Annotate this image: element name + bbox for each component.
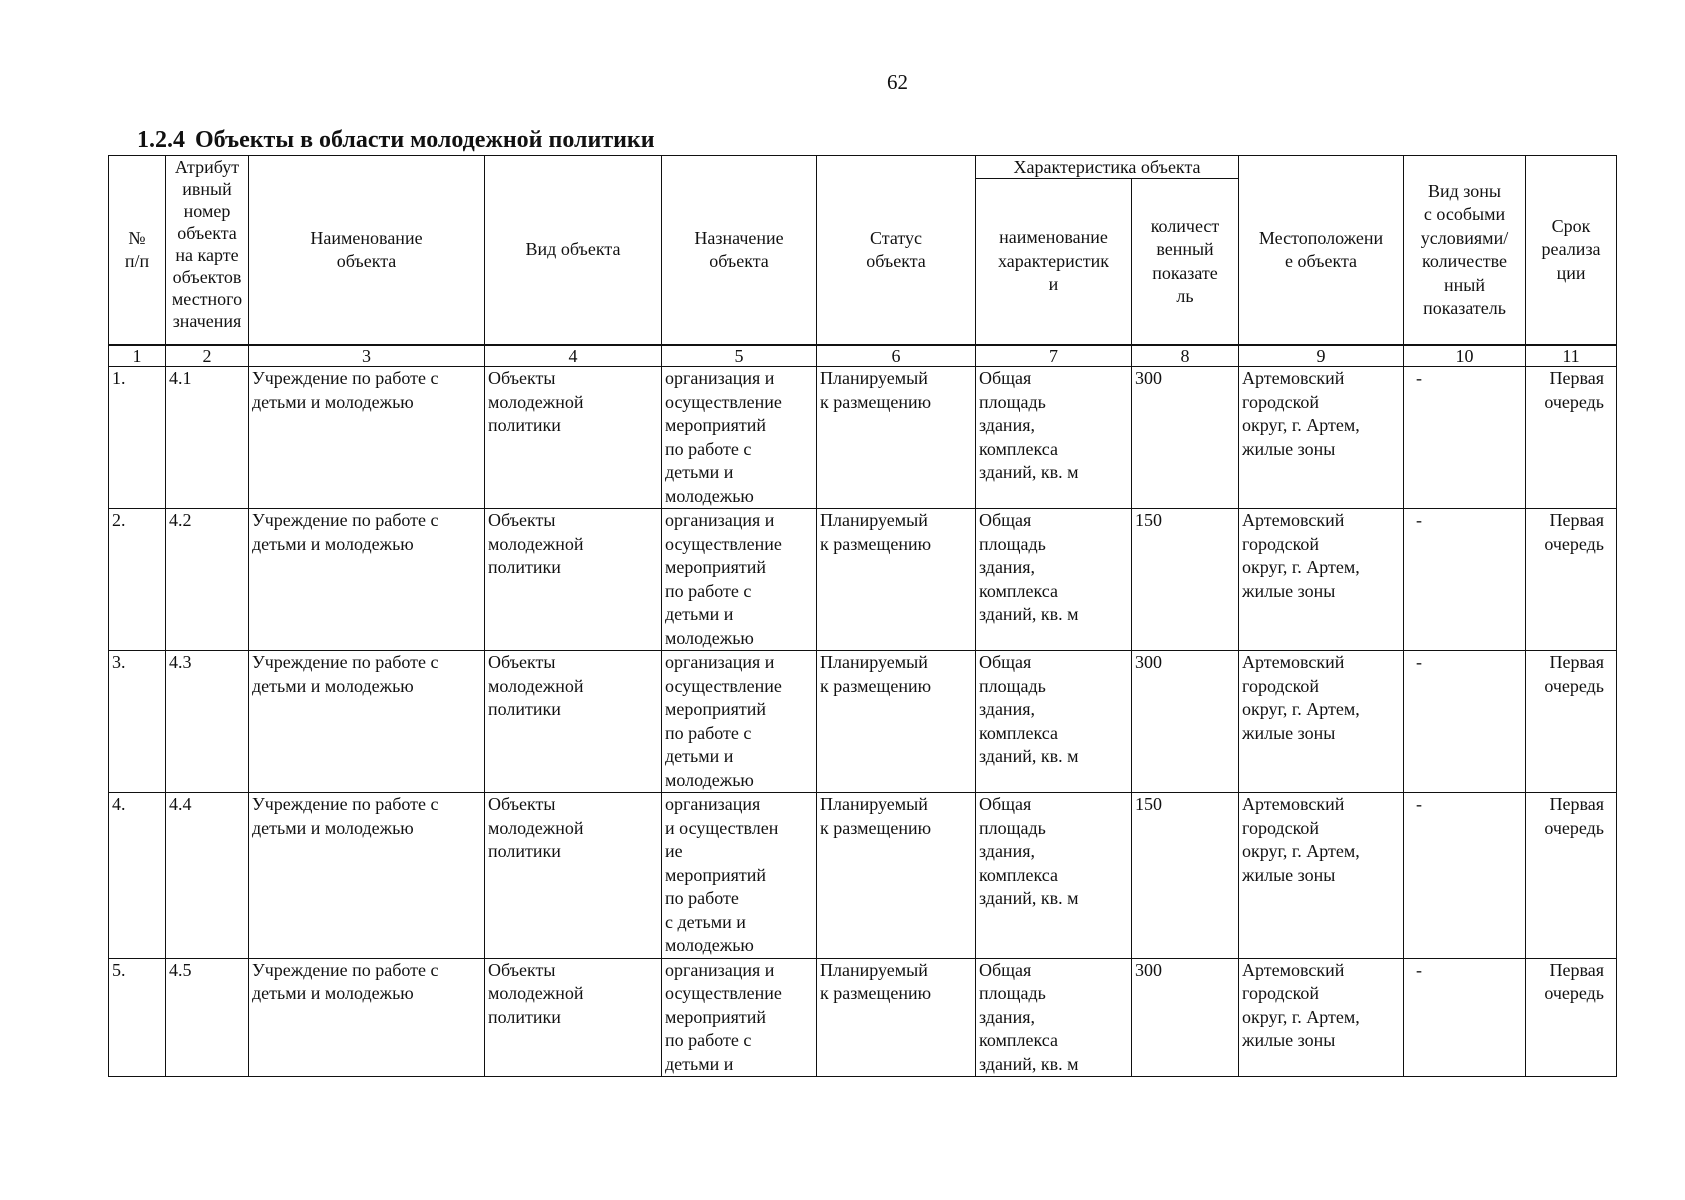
cell-char-qty: 300	[1132, 958, 1239, 1077]
header-attr: Атрибут ивный номер объекта на карте объектов местного значения	[166, 156, 249, 345]
cell-char-qty: 300	[1132, 651, 1239, 793]
cell-zone: -	[1404, 367, 1526, 509]
column-number: 2	[166, 346, 249, 367]
cell-no: 5.	[109, 958, 166, 1077]
cell-name: Учреждение по работе с детьми и молодежью	[249, 509, 485, 651]
table-row	[109, 958, 1617, 1077]
cell-kind: Объекты молодежной политики	[485, 958, 662, 1077]
cell-attr: 4.5	[166, 958, 249, 1077]
column-number: 7	[976, 346, 1132, 367]
table-row	[109, 793, 1617, 959]
cell-location: Артемовский городской округ, г. Артем, жилые зоны	[1239, 651, 1404, 793]
header-row-1	[109, 156, 1617, 179]
cell-location: Артемовский городской округ, г. Артем, жилые зоны	[1239, 793, 1404, 959]
header-zone: Вид зоны с особыми условиями/ количестве нный показатель	[1404, 156, 1526, 345]
cell-no: 1.	[109, 367, 166, 509]
cell-status: Планируемый к размещению	[817, 367, 976, 509]
cell-purpose: организация и осуществление мероприятий по работе с детьми и молодежью	[662, 367, 817, 509]
column-number: 3	[249, 346, 485, 367]
header-char-qty: количест венный показате ль	[1132, 179, 1239, 345]
cell-name: Учреждение по работе с детьми и молодежью	[249, 651, 485, 793]
cell-zone: -	[1404, 793, 1526, 959]
header-char-name: наименование характеристик и	[976, 179, 1132, 345]
column-number: 6	[817, 346, 976, 367]
page-number: 62	[887, 70, 908, 94]
cell-purpose: организация и осуществление мероприятий по работе с детьми и молодежью	[662, 651, 817, 793]
cell-status: Планируемый к размещению	[817, 958, 976, 1077]
cell-attr: 4.1	[166, 367, 249, 509]
cell-char-qty: 150	[1132, 509, 1239, 651]
cell-term: Первая очередь	[1526, 651, 1617, 793]
cell-location: Артемовский городской округ, г. Артем, жилые зоны	[1239, 367, 1404, 509]
cell-char-name: Общая площадь здания, комплекса зданий, кв. м	[976, 651, 1132, 793]
cell-name: Учреждение по работе с детьми и молодежью	[249, 958, 485, 1077]
table-row	[109, 509, 1617, 651]
header-status: Статус объекта	[817, 156, 976, 345]
column-numbers-row	[109, 346, 1617, 367]
cell-purpose: организация и осуществлен ие мероприятий по работе с детьми и молодежью	[662, 793, 817, 959]
cell-char-name: Общая площадь здания, комплекса зданий, кв. м	[976, 958, 1132, 1077]
table-body	[109, 367, 1617, 1077]
cell-char-qty: 300	[1132, 367, 1239, 509]
cell-location: Артемовский городской округ, г. Артем, жилые зоны	[1239, 958, 1404, 1077]
cell-attr: 4.4	[166, 793, 249, 959]
column-number: 4	[485, 346, 662, 367]
header-location: Местоположени е объекта	[1239, 156, 1404, 345]
cell-status: Планируемый к размещению	[817, 509, 976, 651]
cell-zone: -	[1404, 958, 1526, 1077]
cell-char-name: Общая площадь здания, комплекса зданий, кв. м	[976, 509, 1132, 651]
cell-purpose: организация и осуществление мероприятий по работе с детьми и молодежью	[662, 509, 817, 651]
cell-term: Первая очередь	[1526, 367, 1617, 509]
cell-name: Учреждение по работе с детьми и молодежью	[249, 367, 485, 509]
column-number: 5	[662, 346, 817, 367]
cell-char-name: Общая площадь здания, комплекса зданий, кв. м	[976, 793, 1132, 959]
cell-no: 3.	[109, 651, 166, 793]
section-number: 1.2.4	[137, 127, 185, 153]
header-kind: Вид объекта	[485, 156, 662, 345]
cell-no: 2.	[109, 509, 166, 651]
column-number: 9	[1239, 346, 1404, 367]
cell-name: Учреждение по работе с детьми и молодежью	[249, 793, 485, 959]
column-number: 8	[1132, 346, 1239, 367]
table-row	[109, 367, 1617, 509]
cell-status: Планируемый к размещению	[817, 793, 976, 959]
cell-term: Первая очередь	[1526, 509, 1617, 651]
cell-attr: 4.2	[166, 509, 249, 651]
cell-kind: Объекты молодежной политики	[485, 793, 662, 959]
section-title-text: Объекты в области молодежной политики	[195, 127, 655, 153]
header-purpose: Назначение объекта	[662, 156, 817, 345]
header-no: № п/п	[109, 156, 166, 345]
column-number: 10	[1404, 346, 1526, 367]
section-title	[137, 127, 655, 154]
cell-status: Планируемый к размещению	[817, 651, 976, 793]
cell-purpose: организация и осуществление мероприятий по работе с детьми и	[662, 958, 817, 1077]
cell-zone: -	[1404, 651, 1526, 793]
cell-no: 4.	[109, 793, 166, 959]
header-char-group: Характеристика объекта	[976, 156, 1239, 179]
column-number: 11	[1526, 346, 1617, 367]
column-number: 1	[109, 346, 166, 367]
cell-zone: -	[1404, 509, 1526, 651]
cell-char-qty: 150	[1132, 793, 1239, 959]
cell-term: Первая очередь	[1526, 793, 1617, 959]
table-row	[109, 651, 1617, 793]
header-name: Наименование объекта	[249, 156, 485, 345]
objects-table	[108, 155, 1617, 1077]
header-term: Срок реализа ции	[1526, 156, 1617, 345]
cell-char-name: Общая площадь здания, комплекса зданий, кв. м	[976, 367, 1132, 509]
cell-location: Артемовский городской округ, г. Артем, жилые зоны	[1239, 509, 1404, 651]
cell-attr: 4.3	[166, 651, 249, 793]
cell-kind: Объекты молодежной политики	[485, 509, 662, 651]
cell-term: Первая очередь	[1526, 958, 1617, 1077]
cell-kind: Объекты молодежной политики	[485, 651, 662, 793]
cell-kind: Объекты молодежной политики	[485, 367, 662, 509]
